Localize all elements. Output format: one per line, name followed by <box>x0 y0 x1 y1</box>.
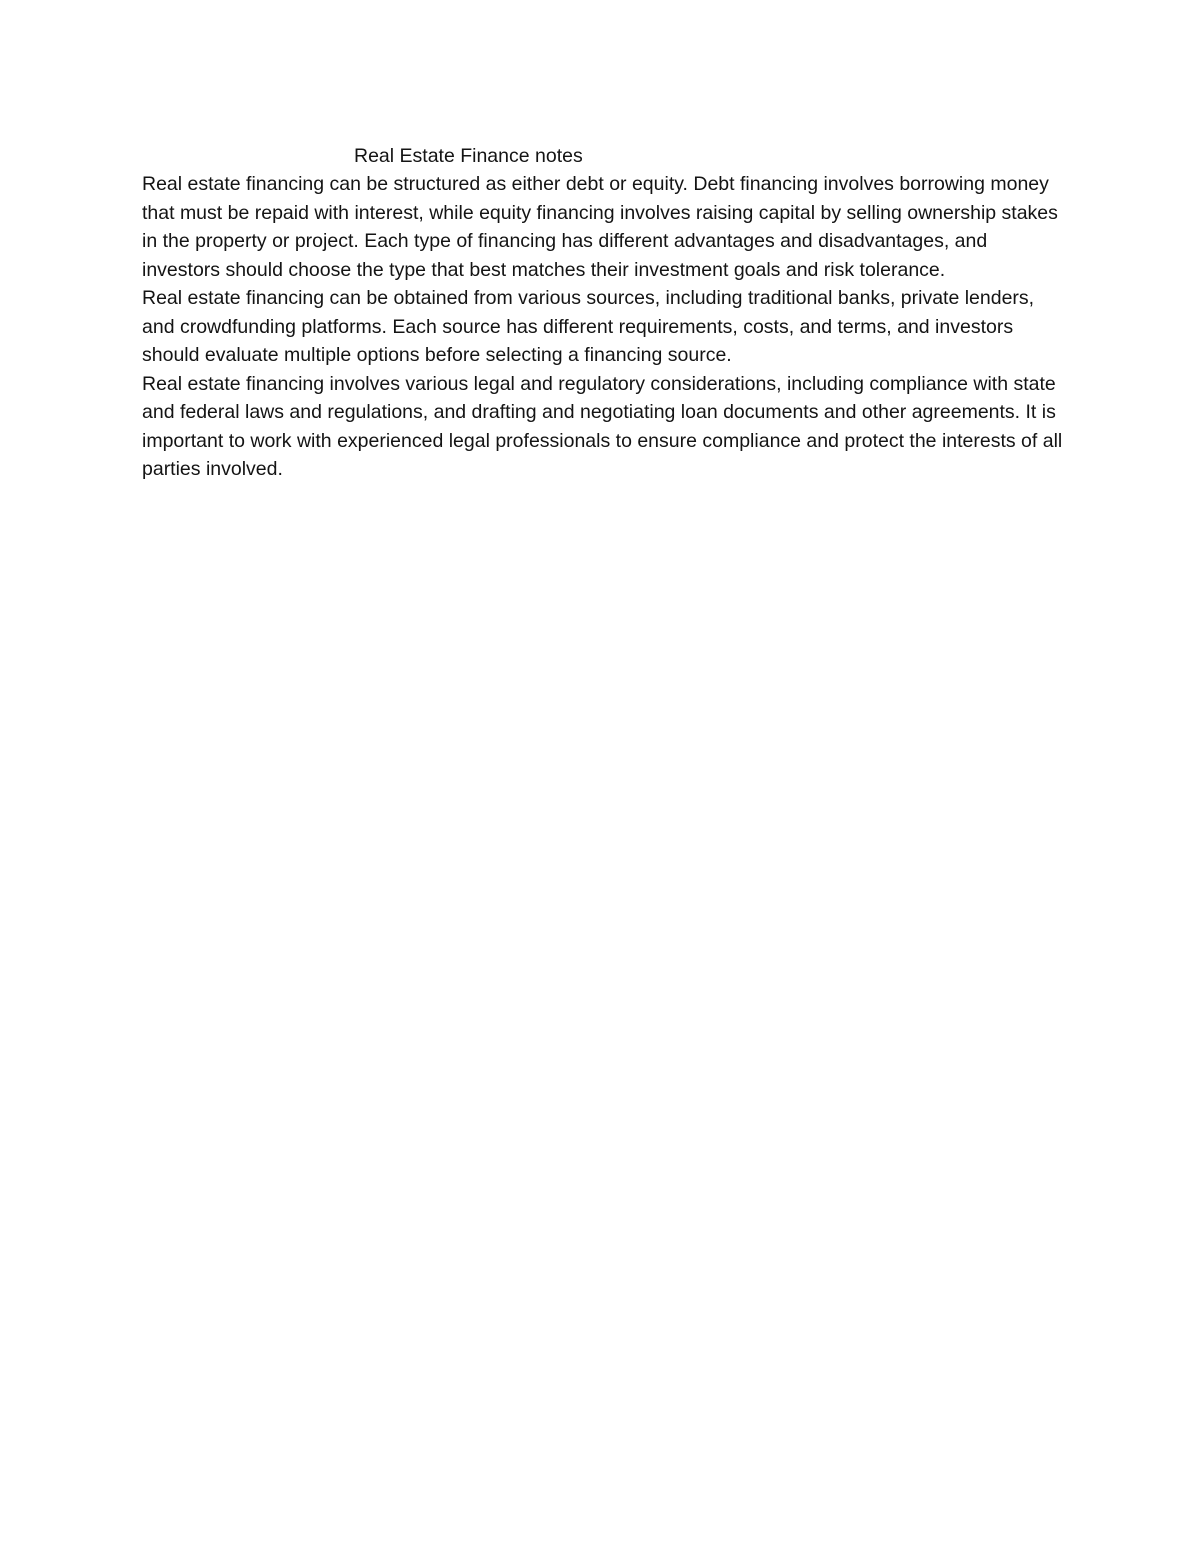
document-title: Real Estate Finance notes <box>354 145 583 167</box>
paragraph-debt-equity: Real estate financing can be structured as either debt or equity. Debt financing involves borrowing money that must be repaid with interest, while equity financing involves raising capital by selling ownership stakes in the property or project. Each type of financing has different advantages and disadvantages, and investors should choose the type that best matches their investment goals and risk tolerance. <box>142 173 1058 281</box>
document-body <box>142 142 1067 484</box>
paragraph-legal-regulatory: Real estate financing involves various legal and regulatory considerations, including compliance with state and federal laws and regulations, and drafting and negotiating loan documents and other agreements. It is important to work with experienced legal professionals to ensure compliance and protect the interests of all parties involved. <box>142 372 1063 480</box>
paragraph-financing-sources: Real estate financing can be obtained from various sources, including traditional banks, private lenders, and crowdfunding platforms. Each source has different requirements, costs, and terms, and investors should evaluate multiple options before selecting a financing source. <box>142 287 1035 366</box>
